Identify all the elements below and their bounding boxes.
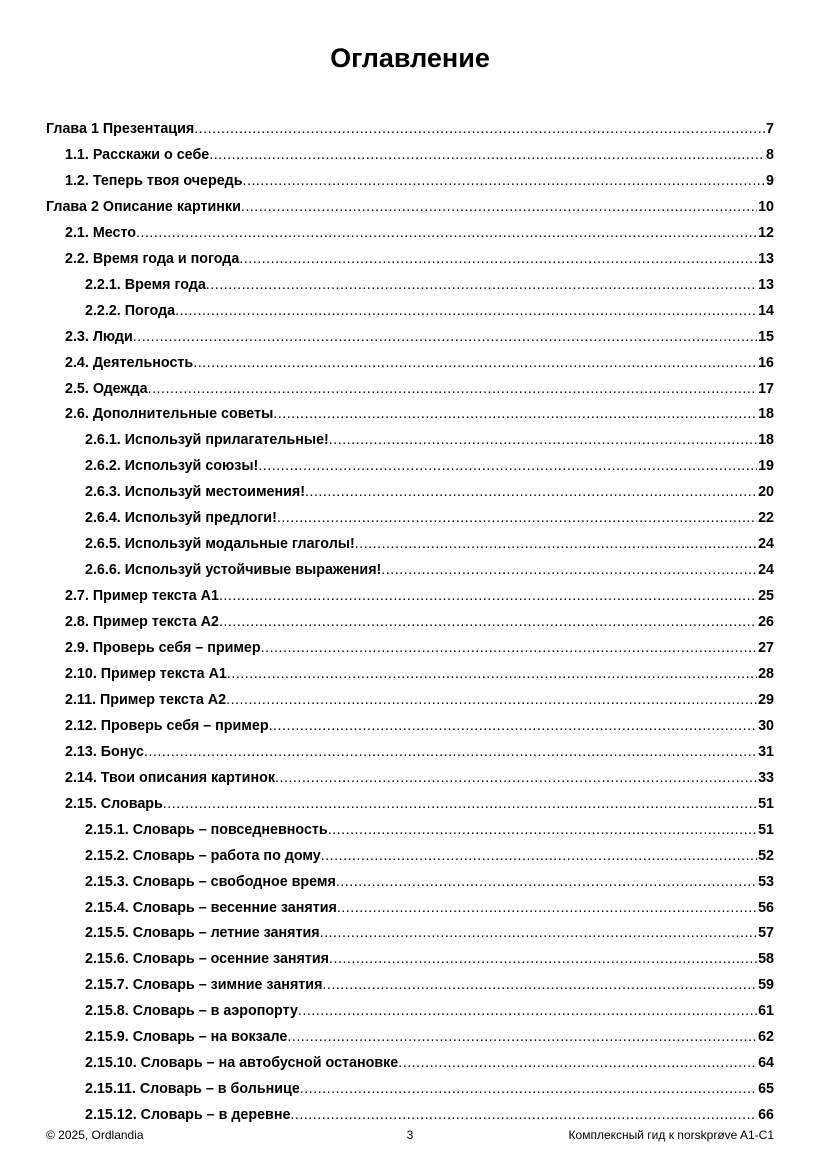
toc-entry-page: 16 <box>758 354 774 371</box>
toc-entry-title: 2.6.2. Используй союзы! <box>85 458 259 475</box>
toc-dot-leader <box>193 353 757 373</box>
toc-entry-page: 24 <box>758 562 774 579</box>
toc-dot-leader <box>206 275 757 295</box>
toc-dot-leader <box>258 456 757 476</box>
toc-dot-leader <box>194 119 765 139</box>
toc-dot-leader <box>290 1105 757 1125</box>
toc-dot-leader <box>227 664 757 684</box>
toc-entry-page: 10 <box>758 198 774 215</box>
toc-entry-title: 2.2. Время года и погода <box>65 250 240 267</box>
toc-entry-page: 33 <box>758 769 774 786</box>
toc-entry-page: 18 <box>758 432 774 449</box>
toc-dot-leader <box>136 223 757 243</box>
toc-entry-title: Глава 1 Презентация <box>46 121 195 137</box>
toc-entry[interactable] <box>85 301 774 321</box>
toc-entry-page: 28 <box>758 665 774 682</box>
toc-dot-leader <box>239 249 757 269</box>
toc-entry-title: 2.15. Словарь <box>65 795 163 812</box>
toc-entry-title: 2.15.10. Словарь – на автобусной остановке <box>85 1055 399 1072</box>
toc-entry[interactable] <box>85 1079 774 1099</box>
toc-dot-leader <box>148 379 758 399</box>
toc-entry-title: 2.15.7. Словарь – зимние занятия <box>85 977 323 994</box>
toc-entry-page: 52 <box>758 847 774 864</box>
footer-copyright: © 2025, Ordlandia <box>46 1128 144 1142</box>
toc-dot-leader <box>336 872 757 892</box>
toc-dot-leader <box>209 145 765 165</box>
toc-entry[interactable] <box>65 664 774 684</box>
toc-entry-page: 19 <box>758 458 774 475</box>
toc-dot-leader <box>261 638 757 658</box>
toc-entry-page: 7 <box>766 121 774 137</box>
toc-entry-page: 57 <box>758 925 774 942</box>
toc-entry-page: 20 <box>758 484 774 501</box>
toc-entry[interactable] <box>85 923 774 943</box>
toc-entry[interactable] <box>65 690 774 710</box>
toc-dot-leader <box>219 612 757 632</box>
toc-entry-title: 2.15.8. Словарь – в аэропорту <box>85 1003 298 1020</box>
toc-entry-page: 61 <box>758 1003 774 1020</box>
toc-dot-leader <box>329 949 757 969</box>
toc-entry-page: 8 <box>766 146 774 163</box>
toc-dot-leader <box>328 820 757 840</box>
toc-entry-title: 2.6.1. Используй прилагательные! <box>85 432 329 449</box>
toc-entry-title: 2.6.6. Используй устойчивые выражения! <box>85 562 382 579</box>
toc-entry[interactable] <box>85 898 774 918</box>
toc-entry[interactable] <box>65 327 774 347</box>
toc-dot-leader <box>321 846 757 866</box>
toc-entry-title: 2.6.3. Используй местоимения! <box>85 484 305 501</box>
toc-entry[interactable] <box>65 768 774 788</box>
toc-dot-leader <box>300 1079 757 1099</box>
toc-dot-leader <box>175 301 757 321</box>
toc-entry[interactable] <box>65 742 774 762</box>
toc-entry-title: 2.15.11. Словарь – в больнице <box>85 1081 300 1098</box>
toc-dot-leader <box>320 923 757 943</box>
toc-dot-leader <box>329 430 757 450</box>
toc-dot-leader <box>381 560 757 580</box>
toc-dot-leader <box>133 327 757 347</box>
toc-entry-title: 2.6. Дополнительные советы <box>65 406 274 423</box>
toc-entry-page: 25 <box>758 588 774 605</box>
toc-entry[interactable] <box>85 456 774 476</box>
toc-entry-title: 2.2.2. Погода <box>85 302 176 319</box>
toc-entry-page: 24 <box>758 536 774 553</box>
toc-entry-title: Глава 2 Описание картинки <box>46 198 241 215</box>
toc-entry[interactable] <box>65 404 774 424</box>
toc-entry-title: 2.15.9. Словарь – на вокзале <box>85 1029 288 1046</box>
toc-entry[interactable] <box>65 379 774 399</box>
toc-entry-title: 2.6.4. Используй предлоги! <box>85 510 277 527</box>
toc-entry[interactable] <box>85 846 774 866</box>
toc-entry[interactable] <box>85 430 774 450</box>
toc-entry-page: 51 <box>758 821 774 838</box>
toc-entry[interactable] <box>85 872 774 892</box>
toc-entry-title: 2.15.4. Словарь – весенние занятия <box>85 899 337 916</box>
toc-dot-leader <box>337 898 757 918</box>
toc-entry-title: 2.9. Проверь себя – пример <box>65 640 261 656</box>
toc-dot-leader <box>298 1001 757 1021</box>
toc-entry-title: 2.10. Пример текста А1 <box>65 665 227 682</box>
toc-entry-page: 64 <box>758 1055 774 1072</box>
toc-entry-title: 2.4. Деятельность <box>65 354 194 371</box>
toc-entry[interactable] <box>85 508 774 528</box>
toc-entry[interactable] <box>85 1053 774 1073</box>
toc-entry-page: 62 <box>758 1029 774 1046</box>
toc-dot-leader <box>355 534 757 554</box>
toc-entry-page: 14 <box>758 302 774 319</box>
page-title: Оглавление <box>330 43 490 73</box>
toc-entry[interactable] <box>65 586 774 606</box>
toc-entry-title: 2.12. Проверь себя – пример <box>65 717 269 734</box>
toc-entry-page: 30 <box>758 717 774 734</box>
toc-entry[interactable] <box>46 119 774 139</box>
toc-dot-leader <box>241 197 757 217</box>
toc-entry-title: 2.14. Твои описания картинок <box>65 769 275 786</box>
toc-dot-leader <box>277 508 757 528</box>
toc-entry[interactable] <box>65 223 774 243</box>
toc-entry[interactable] <box>85 1105 774 1125</box>
toc-entry[interactable] <box>85 560 774 580</box>
toc-entry-page: 13 <box>758 276 774 293</box>
toc-entry[interactable] <box>65 249 774 269</box>
toc-entry[interactable] <box>65 171 774 191</box>
toc-entry-page: 51 <box>758 795 774 812</box>
toc-entry-page: 15 <box>758 328 774 345</box>
toc-entry-title: 2.15.2. Словарь – работа по дому <box>85 847 321 864</box>
toc-entry[interactable] <box>65 145 774 165</box>
footer-page-number: 3 <box>406 1128 414 1142</box>
toc-dot-leader <box>398 1053 757 1073</box>
toc-dot-leader <box>305 482 757 502</box>
toc-entry[interactable] <box>85 949 774 969</box>
toc-entry[interactable] <box>65 612 774 632</box>
toc-entry-title: 2.1. Место <box>65 224 136 241</box>
footer-book-title: Комплексный гид к norskprøve A1-C1 <box>568 1128 775 1142</box>
toc-entry[interactable] <box>65 353 774 373</box>
toc-entry[interactable] <box>85 482 774 502</box>
toc-entry-page: 29 <box>758 691 774 708</box>
toc-entry[interactable] <box>85 275 774 295</box>
toc-entry-title: 2.15.6. Словарь – осенние занятия <box>85 951 330 968</box>
toc-dot-leader <box>322 975 757 995</box>
toc-entry-page: 66 <box>758 1107 774 1124</box>
toc-entry-page: 58 <box>758 951 774 968</box>
toc-entry-title: 2.5. Одежда <box>65 380 148 397</box>
toc-entry-title: 2.3. Люди <box>65 328 133 345</box>
toc-entry-page: 9 <box>766 172 774 189</box>
toc-entry-title: 2.6.5. Используй модальные глаголы! <box>85 536 355 553</box>
toc-dot-leader <box>287 1027 757 1047</box>
toc-entry-title: 2.15.12. Словарь – в деревне <box>85 1107 291 1124</box>
toc-entry-page: 12 <box>758 224 774 241</box>
toc-entry-page: 13 <box>758 250 774 267</box>
toc-dot-leader <box>243 171 766 191</box>
toc-dot-leader <box>219 586 757 606</box>
toc-entry-title: 2.8. Пример текста А2 <box>65 614 219 631</box>
page-footer <box>46 1128 774 1142</box>
toc-entry[interactable] <box>46 197 774 217</box>
toc-entry-page: 26 <box>758 614 774 631</box>
toc-entry-page: 65 <box>758 1081 774 1098</box>
toc-entry[interactable] <box>65 638 774 658</box>
toc-entry-title: 2.13. Бонус <box>65 743 144 760</box>
toc-dot-leader <box>275 768 757 788</box>
toc-entry-title: 2.15.3. Словарь – свободное время <box>85 873 336 890</box>
toc-entry[interactable] <box>85 820 774 840</box>
toc-entry[interactable] <box>85 534 774 554</box>
toc-entry[interactable] <box>65 794 774 814</box>
toc-entry[interactable] <box>85 975 774 995</box>
toc-entry-title: 2.11. Пример текста А2 <box>65 691 227 708</box>
toc-entry-title: 2.7. Пример текста А1 <box>65 588 219 605</box>
toc-dot-leader <box>226 690 757 710</box>
toc-entry-page: 27 <box>758 640 774 656</box>
toc-entry[interactable] <box>85 1001 774 1021</box>
toc-entry-page: 22 <box>758 510 774 527</box>
toc-entry-page: 17 <box>758 380 774 397</box>
toc-entry-page: 59 <box>758 977 774 994</box>
toc-entry-title: 2.2.1. Время года <box>85 276 206 293</box>
toc-dot-leader <box>163 794 757 814</box>
toc-entry-page: 18 <box>758 406 774 423</box>
toc-dot-leader <box>269 716 758 736</box>
toc-entry-title: 1.1. Расскажи о себе <box>65 146 210 163</box>
toc-dot-leader <box>273 404 757 424</box>
toc-entry-page: 53 <box>758 873 774 890</box>
toc-entry-title: 1.2. Теперь твоя очередь <box>65 172 243 189</box>
toc-entry[interactable] <box>65 716 774 736</box>
toc-entry-title: 2.15.5. Словарь – летние занятия <box>85 925 320 942</box>
toc-dot-leader <box>144 742 757 762</box>
toc-entry-page: 56 <box>758 899 774 916</box>
toc-entry-title: 2.15.1. Словарь – повседневность <box>85 821 328 838</box>
toc-entry-page: 31 <box>758 743 774 760</box>
toc-entry[interactable] <box>85 1027 774 1047</box>
